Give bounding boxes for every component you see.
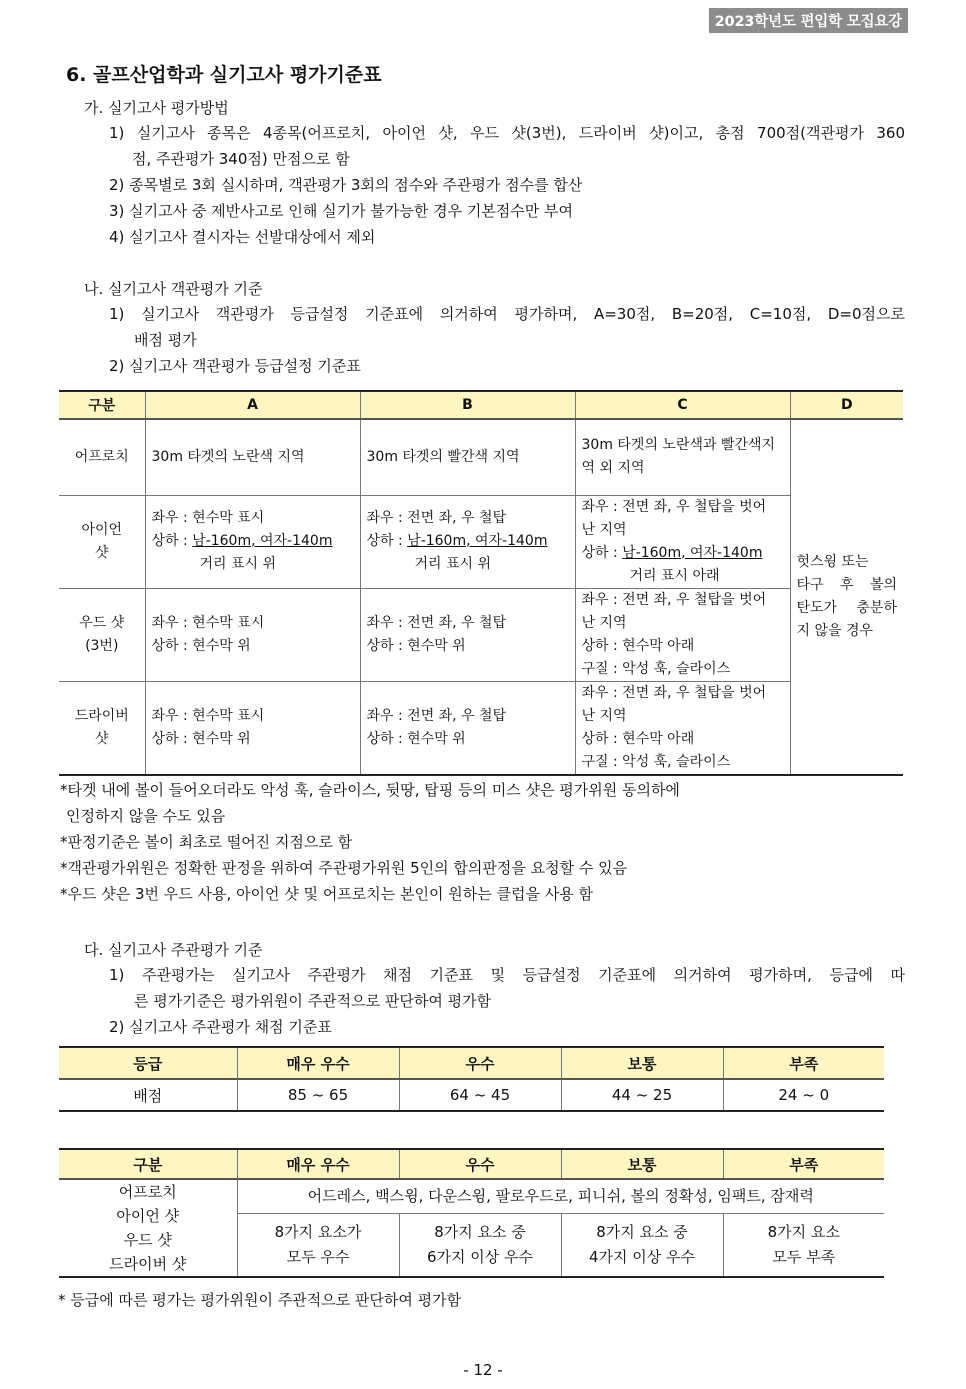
score-excellent: 85 ~ 65 [237, 1079, 399, 1111]
criteria-good: 8가지 요소 중 6가지 이상 우수 [399, 1214, 561, 1277]
criteria-average: 8가지 요소 중 4가지 이상 우수 [561, 1214, 723, 1277]
cell-a: 좌우 : 현수막 표시 상하 : 현수막 위 [145, 588, 360, 681]
cell-b: 좌우 : 전면 좌, 우 철탑 상하 : 현수막 위 [360, 588, 575, 681]
score-good: 64 ~ 45 [399, 1079, 561, 1111]
na-item-1: 1) 실기고사 객관평가 등급설정 기준표에 의거하여 평가하며, A=30점, B=20점, C=10점, D=0점으로 [109, 305, 905, 323]
table-row [59, 1079, 884, 1111]
table-header-row [59, 1047, 884, 1079]
note-1: *타겟 내에 볼이 들어오더라도 악성 훅, 슬라이스, 뒷땅, 탑핑 등의 미스 샷은 평가위원 동의하에 [60, 781, 680, 799]
row-category: 우드 샷 (3번) [59, 588, 145, 681]
header-good: 우수 [399, 1047, 561, 1079]
header-category: 구분 [59, 1149, 237, 1179]
row-category: 어프로치 아이언 샷 우드 샷 드라이버 샷 [59, 1179, 237, 1277]
ga-item-1: 1) 실기고사 종목은 4종목(어프로치, 아이언 샷, 우드 샷(3번), 드라이버 샷)이고, 총점 700점(객관평가 360 [109, 124, 905, 142]
header-b: B [360, 391, 575, 419]
ga-item-1-cont: 점, 주관평가 340점) 만점으로 함 [132, 150, 350, 168]
cell-b: 좌우 : 전면 좌, 우 철탑 상하 : 현수막 위 [360, 681, 575, 775]
header-poor: 부족 [723, 1149, 884, 1179]
note-3: *객관평가위원은 정확한 판정을 위하여 주관평가위원 5인의 합의판정을 요청할 수 있음 [60, 859, 628, 877]
header-average: 보통 [561, 1149, 723, 1179]
subsection-heading-na: 나. 실기고사 객관평가 기준 [84, 280, 263, 298]
section-title: 6. 골프산업학과 실기고사 평가기준표 [66, 64, 382, 86]
cell-a: 좌우 : 현수막 표시 상하 : 남-160m, 여자-140m 거리 표시 위 [145, 495, 360, 588]
da-item-1-cont: 른 평가기준은 평가위원이 주관적으로 판단하여 평가함 [134, 992, 492, 1010]
header-average: 보통 [561, 1047, 723, 1079]
row-label: 배점 [59, 1079, 237, 1111]
table-header-row [59, 1149, 884, 1179]
evaluation-elements: 어드레스, 백스윙, 다운스윙, 팔로우드로, 피니쉬, 볼의 정확성, 임팩트, 잠재력 [237, 1179, 884, 1214]
ga-item-4: 4) 실기고사 결시자는 선발대상에서 제외 [109, 228, 376, 246]
na-item-1-cont: 배점 평가 [134, 331, 197, 349]
page-number: - 12 - [463, 1361, 503, 1379]
da-item-2: 2) 실기고사 주관평가 채점 기준표 [109, 1018, 332, 1036]
cell-b: 좌우 : 전면 좌, 우 철탑 상하 : 남-160m, 여자-140m 거리 표시 위 [360, 495, 575, 588]
row-category: 아이언 샷 [59, 495, 145, 588]
note-1-cont: 인정하지 않을 수도 있음 [66, 807, 226, 825]
header-c: C [575, 391, 790, 419]
cell-c: 좌우 : 전면 좌, 우 철탑을 벗어 난 지역 상하 : 남-160m, 여자-140m 거리 표시 아래 [575, 495, 790, 588]
note-2: *판정기준은 볼이 최초로 떨어진 지점으로 함 [60, 833, 353, 851]
subsection-heading-ga: 가. 실기고사 평가방법 [84, 99, 229, 117]
cell-a: 30m 타겟의 노란색 지역 [145, 419, 360, 495]
document-header-badge: 2023학년도 편입학 모집요강 [709, 8, 908, 33]
cell-a: 좌우 : 현수막 표시 상하 : 현수막 위 [145, 681, 360, 775]
table-row [59, 588, 903, 681]
row-category: 어프로치 [59, 419, 145, 495]
criteria-excellent: 8가지 요소가 모두 우수 [237, 1214, 399, 1277]
row-category: 드라이버 샷 [59, 681, 145, 775]
ga-item-3: 3) 실기고사 중 제반사고로 인해 실기가 불가능한 경우 기본점수만 부여 [109, 202, 574, 220]
table-header-row [59, 391, 903, 419]
cell-d: 헛스윙 또는 타구 후 볼의 탄도가 충분하 지 않을 경우 [790, 419, 903, 775]
criteria-poor: 8가지 요소 모두 부족 [723, 1214, 884, 1277]
score-poor: 24 ~ 0 [723, 1079, 884, 1111]
table-row [59, 495, 903, 588]
cell-c: 좌우 : 전면 좌, 우 철탑을 벗어 난 지역 상하 : 현수막 아래 구질 : 악성 훅, 슬라이스 [575, 588, 790, 681]
table-row [59, 419, 903, 495]
score-average: 44 ~ 25 [561, 1079, 723, 1111]
cell-b: 30m 타겟의 빨간색 지역 [360, 419, 575, 495]
header-category: 구분 [59, 391, 145, 419]
header-excellent: 매우 우수 [237, 1047, 399, 1079]
header-d: D [790, 391, 903, 419]
cell-c: 30m 타겟의 노란색과 빨간색지 역 외 지역 [575, 419, 790, 495]
subsection-heading-da: 다. 실기고사 주관평가 기준 [84, 941, 263, 959]
objective-grade-table [59, 390, 903, 776]
note-4: *우드 샷은 3번 우드 사용, 아이언 샷 및 어프로치는 본인이 원하는 클럽을 사용 함 [60, 885, 593, 903]
header-excellent: 매우 우수 [237, 1149, 399, 1179]
na-item-2: 2) 실기고사 객관평가 등급설정 기준표 [109, 357, 361, 375]
header-good: 우수 [399, 1149, 561, 1179]
table-row [59, 1179, 884, 1214]
header-grade: 등급 [59, 1047, 237, 1079]
header-a: A [145, 391, 360, 419]
subjective-criteria-table [59, 1148, 884, 1278]
cell-c: 좌우 : 전면 좌, 우 철탑을 벗어 난 지역 상하 : 현수막 아래 구질 : 악성 훅, 슬라이스 [575, 681, 790, 775]
subjective-score-table [59, 1046, 884, 1112]
da-item-1: 1) 주관평가는 실기고사 주관평가 채점 기준표 및 등급설정 기준표에 의거하여 평가하며, 등급에 따 [109, 966, 905, 984]
header-poor: 부족 [723, 1047, 884, 1079]
ga-item-2: 2) 종목별로 3회 실시하며, 객관평가 3회의 점수와 주관평가 점수를 합산 [109, 176, 583, 194]
table-row [59, 681, 903, 775]
footnote: * 등급에 따른 평가는 평가위원이 주관적으로 판단하여 평가함 [58, 1291, 462, 1309]
